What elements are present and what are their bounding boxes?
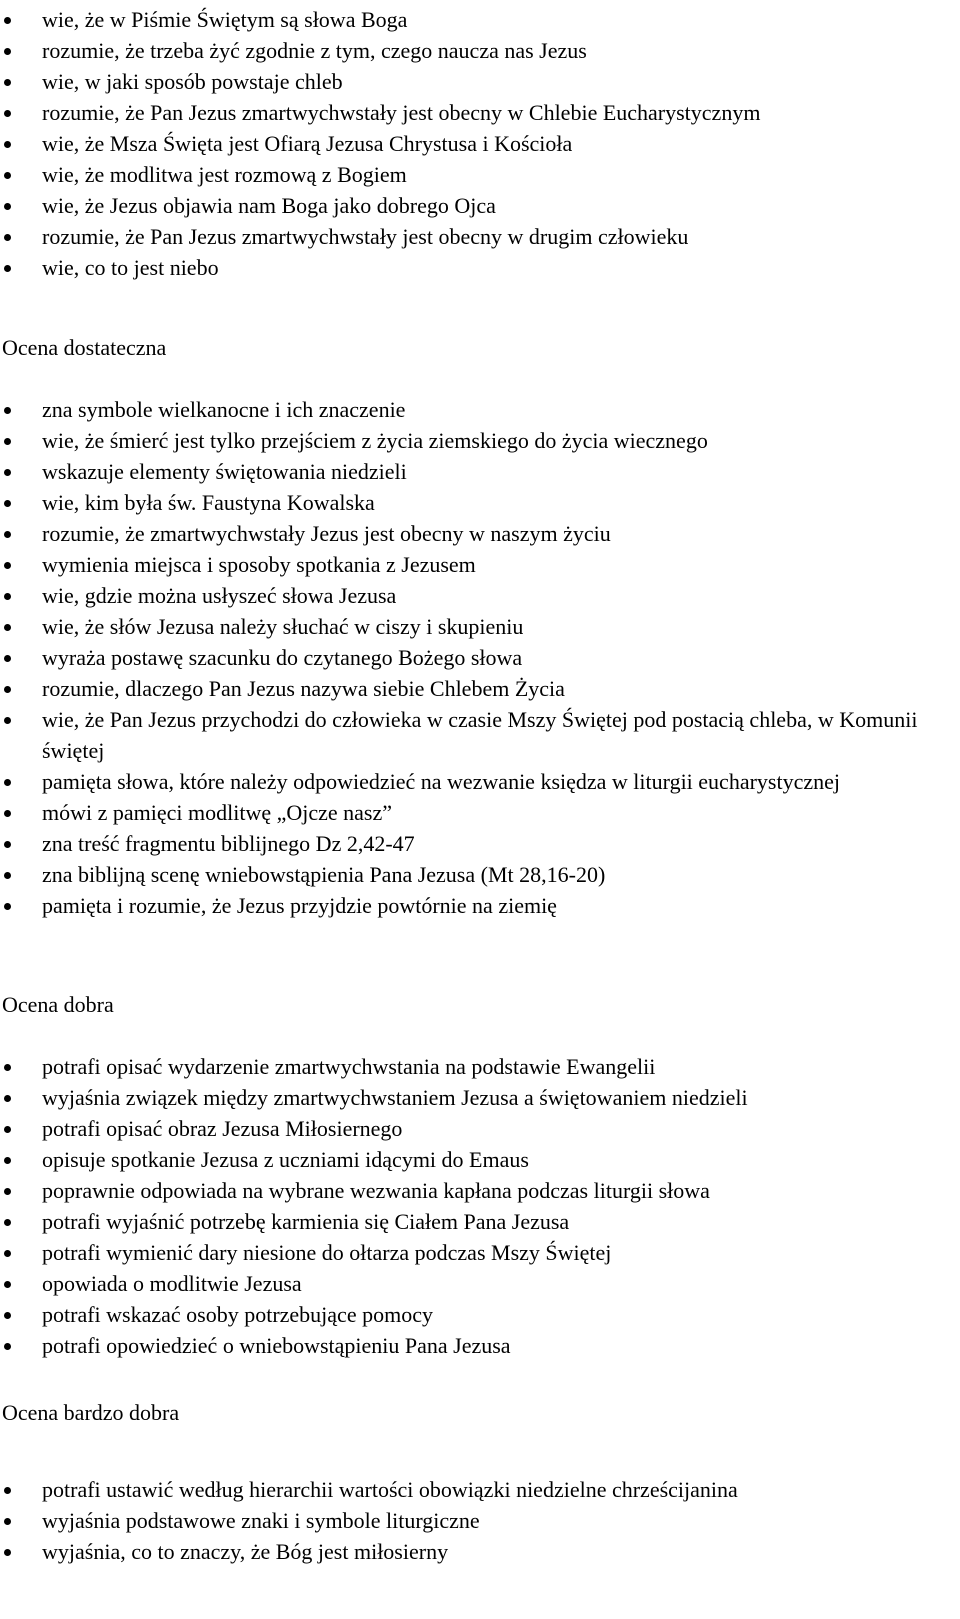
list-item: pamięta słowa, które należy odpowiedzieć na wezwanie księdza w liturgii eucharystycznej	[0, 766, 960, 797]
list-item: rozumie, dlaczego Pan Jezus nazywa siebie Chlebem Życia	[0, 673, 960, 704]
requirements-list-dostateczna	[0, 394, 960, 921]
requirements-list-bardzo-dobra	[0, 1474, 960, 1567]
list-item: wyraża postawę szacunku do czytanego Bożego słowa	[0, 642, 960, 673]
list-item: potrafi opowiedzieć o wniebowstąpieniu Pana Jezusa	[0, 1330, 960, 1361]
list-item: potrafi opisać wydarzenie zmartwychwstania na podstawie Ewangelii	[0, 1051, 960, 1082]
list-item: wymienia miejsca i sposoby spotkania z Jezusem	[0, 549, 960, 580]
list-item: wie, co to jest niebo	[0, 252, 770, 283]
list-item: poprawnie odpowiada na wybrane wezwania kapłana podczas liturgii słowa	[0, 1175, 960, 1206]
list-item: wie, że modlitwa jest rozmową z Bogiem	[0, 159, 770, 190]
list-item: potrafi opisać obraz Jezusa Miłosiernego	[0, 1113, 960, 1144]
list-item: wie, że śmierć jest tylko przejściem z życia ziemskiego do życia wiecznego	[0, 425, 960, 456]
list-item: wie, że słów Jezusa należy słuchać w ciszy i skupieniu	[0, 611, 960, 642]
list-item: wie, kim była św. Faustyna Kowalska	[0, 487, 960, 518]
list-item: rozumie, że trzeba żyć zgodnie z tym, czego naucza nas Jezus	[0, 35, 770, 66]
list-item: wie, że Jezus objawia nam Boga jako dobrego Ojca	[0, 190, 770, 221]
list-item: rozumie, że Pan Jezus zmartwychwstały jest obecny w drugim człowieku	[0, 221, 770, 252]
list-item: wie, w jaki sposób powstaje chleb	[0, 66, 770, 97]
list-item: zna symbole wielkanocne i ich znaczenie	[0, 394, 960, 425]
list-item: wskazuje elementy świętowania niedzieli	[0, 456, 960, 487]
list-item: wyjaśnia podstawowe znaki i symbole liturgiczne	[0, 1505, 960, 1536]
list-item: wyjaśnia, co to znaczy, że Bóg jest miłosierny	[0, 1536, 960, 1567]
list-item: wie, że w Piśmie Świętym są słowa Boga	[0, 4, 770, 35]
list-item: pamięta i rozumie, że Jezus przyjdzie powtórnie na ziemię	[0, 890, 960, 921]
list-item: wie, gdzie można usłyszeć słowa Jezusa	[0, 580, 960, 611]
list-item: wie, że Pan Jezus przychodzi do człowieka w czasie Mszy Świętej pod postacią chleba, w Komunii świętej	[0, 704, 960, 766]
list-item: potrafi ustawić według hierarchii wartości obowiązki niedzielne chrześcijanina	[0, 1474, 960, 1505]
list-item: wie, że Msza Święta jest Ofiarą Jezusa Chrystusa i Kościoła	[0, 128, 770, 159]
list-item: mówi z pamięci modlitwę „Ojcze nasz”	[0, 797, 960, 828]
requirements-list-1	[0, 4, 770, 283]
list-item: potrafi wyjaśnić potrzebę karmienia się Ciałem Pana Jezusa	[0, 1206, 960, 1237]
section-heading-bardzo-dobra: Ocena bardzo dobra	[2, 1400, 180, 1425]
list-item: potrafi wymienić dary niesione do ołtarza podczas Mszy Świętej	[0, 1237, 960, 1268]
list-item: zna biblijną scenę wniebowstąpienia Pana Jezusa (Mt 28,16-20)	[0, 859, 960, 890]
list-item: opowiada o modlitwie Jezusa	[0, 1268, 960, 1299]
list-item: zna treść fragmentu biblijnego Dz 2,42-47	[0, 828, 960, 859]
list-item: rozumie, że zmartwychwstały Jezus jest obecny w naszym życiu	[0, 518, 960, 549]
section-heading-dostateczna: Ocena dostateczna	[2, 335, 167, 360]
list-item: wyjaśnia związek między zmartwychwstaniem Jezusa a świętowaniem niedzieli	[0, 1082, 960, 1113]
list-item: opisuje spotkanie Jezusa z uczniami idącymi do Emaus	[0, 1144, 960, 1175]
list-item: rozumie, że Pan Jezus zmartwychwstały jest obecny w Chlebie Eucharystycznym	[0, 97, 770, 128]
requirements-list-dobra	[0, 1051, 960, 1361]
section-heading-dobra: Ocena dobra	[2, 992, 114, 1017]
list-item: potrafi wskazać osoby potrzebujące pomocy	[0, 1299, 960, 1330]
